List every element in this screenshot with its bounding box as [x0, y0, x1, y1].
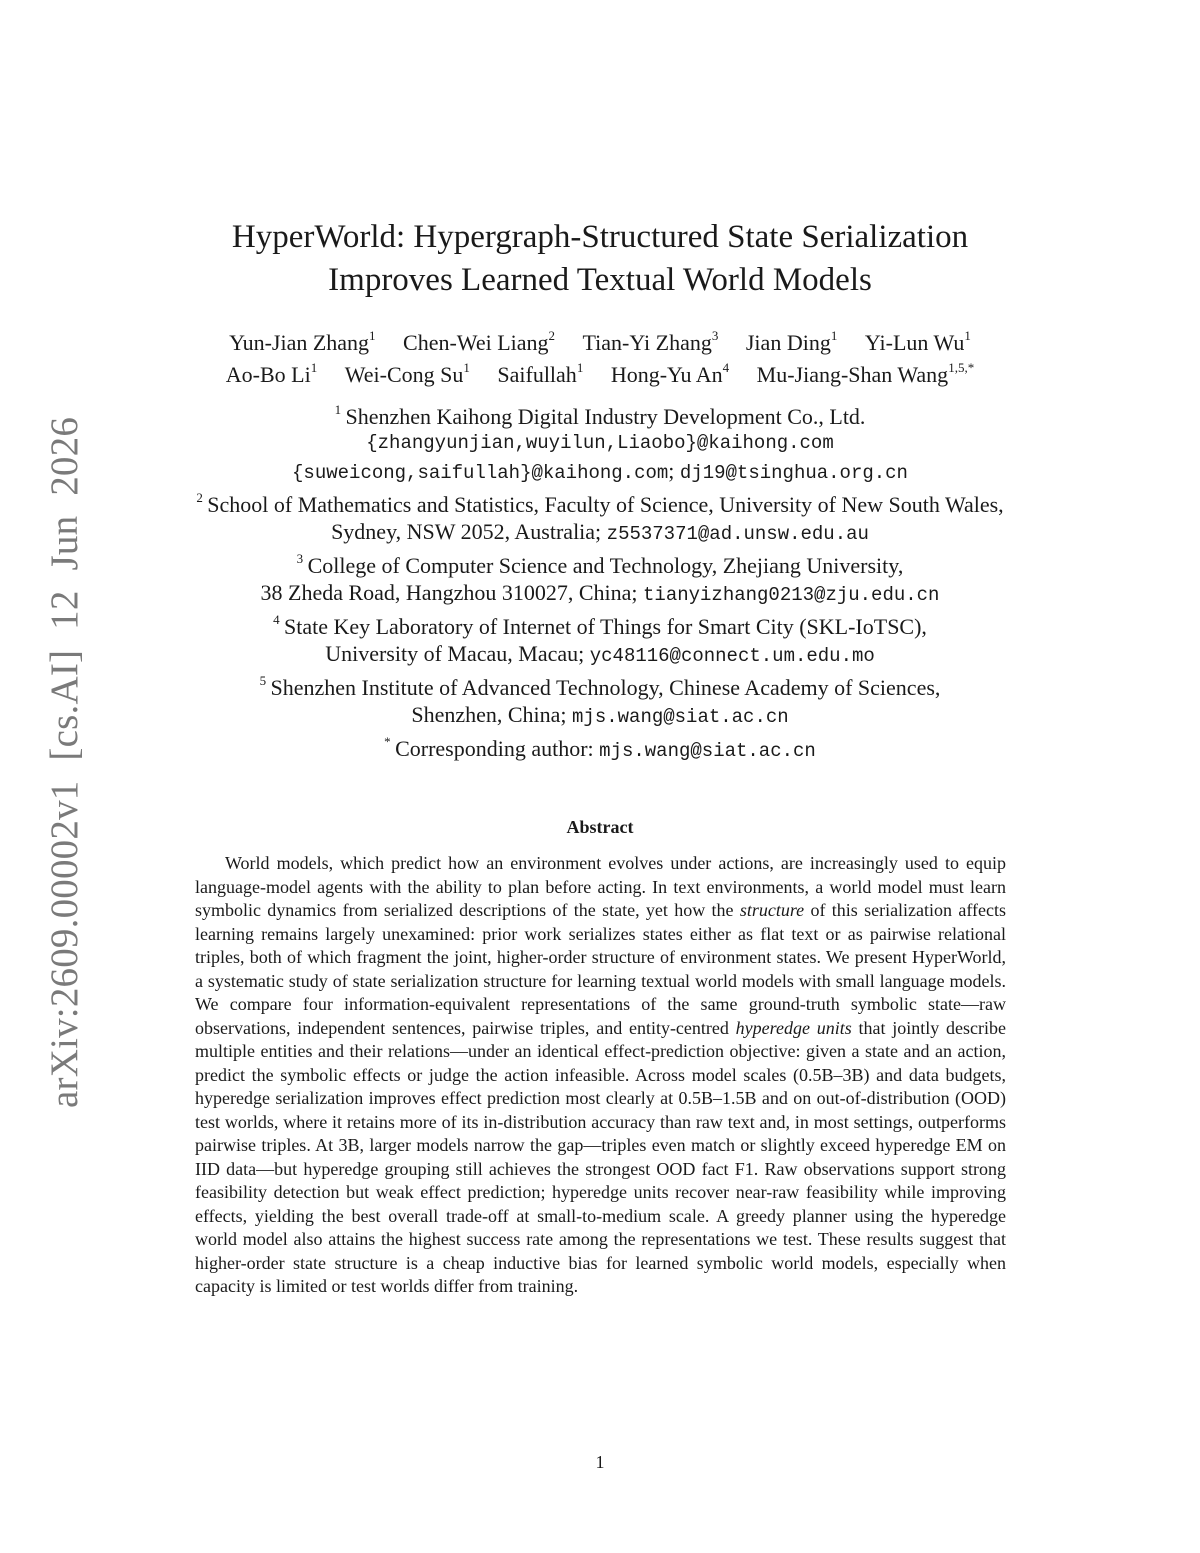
affiliation-3: $^3$ College of Computer Science and Technology, Zhejiang University, 38 Zheda Road, Hangzhou 310027, China; tianyizhang0213@zju.edu.cn	[260, 550, 940, 606]
paper-title	[0, 216, 1200, 302]
abstract-body: World models, which predict how an environment evolves under actions, are increasingly used to equip language-model agents with the ability to plan before acting. In text environments, a world model must learn symbolic dynamics from serialized descriptions of the state, yet how the structure of this serialization affects learning remains largely unexamined: prior work serializes states either as flat text or as pairwise relational triples, both of which fragment the joint, higher-order structure of environment states. We present HyperWorld, a systematic study of state serialization structure for learning textual world models with small language models. We compare four information-equivalent representations of the same ground-truth symbolic state—raw observations, independent sentences, pairwise triples, and entity-centred hyperedge units that jointly describe multiple entities and their relations—under an identical effect-prediction objective: given a state and an action, predict the symbolic effects or judge the action infeasible. Across model scales (0.5B–3B) and data budgets, hyperedge serialization improves effect prediction most clearly at 0.5B–1.5B and on out-of-distribution (OOD) test worlds, where it retains more of its in-distribution accuracy than raw text and, in most settings, outperforms pairwise triples. At 3B, larger models narrow the gap—triples even match or slightly exceed hyperedge EM on IID data—but hyperedge grouping still achieves the strongest OOD fact F1. Raw observations support strong feasibility detection but weak effect prediction; hyperedge units recover near-raw feasibility while improving effects, yielding the best overall trade-off at small-to-medium scale. A greedy planner using the hyperedge world model also attains the highest success rate among the representations we test. These results suggest that higher-order state structure is a cheap inductive bias for learned symbolic world models, especially when capacity is limited or test worlds differ from training.	[195, 853, 1006, 1296]
title-line-1: HyperWorld: Hypergraph-Structured State Serialization	[231, 219, 969, 255]
affiliation-4: $^4$ State Key Laboratory of Internet of Things for Smart City (SKL-IoTSC), University of Macau, Macau; yc48116@connect.um.edu.mo	[273, 611, 927, 667]
arxiv-identifier-stamp: arXiv:2609.00002v1 [cs.AI] 12 Jun 2026	[43, 416, 86, 1108]
author-list	[0, 327, 1200, 391]
email[interactable]: z5537371@ad.unsw.edu.au	[606, 523, 869, 545]
author: Jian Ding$^1$	[745, 327, 838, 355]
author: Saifullah$^1$	[497, 359, 584, 387]
author: Ao-Bo Li$^1$	[225, 359, 318, 387]
author: Mu-Jiang-Shan Wang$^{1,5,*}$	[756, 359, 975, 387]
email[interactable]: mjs.wang@siat.ac.cn	[572, 706, 789, 728]
author: Yun-Jian Zhang$^1$	[229, 327, 376, 355]
abstract-heading: Abstract	[566, 817, 634, 837]
author: Chen-Wei Liang$^2$	[403, 327, 556, 355]
author: Yi-Lun Wu$^1$	[864, 327, 971, 355]
email[interactable]: dj19@tsinghua.org.cn	[679, 462, 908, 484]
author: Hong-Yu An$^4$	[610, 359, 730, 387]
affiliation-2: $^2$ School of Mathematics and Statistics, Faculty of Science, University of New South Wales, Sydney, NSW 2052, Australia; z5537371@ad.unsw.edu.au	[196, 489, 1004, 545]
author: Tian-Yi Zhang$^3$	[582, 327, 719, 355]
affiliation-1: $^1$ Shenzhen Kaihong Digital Industry Development Co., Ltd. {zhangyunjian,wuyilun,Liaobo}@kaihong.com {suweicong,saifullah}@kaihong.com; dj19@tsinghua.org.cn	[0, 403, 1200, 487]
email[interactable]: mjs.wang@siat.ac.cn	[599, 740, 816, 762]
email-list[interactable]: {suweicong,saifullah}@kaihong.com	[292, 462, 669, 484]
title-line-2: Improves Learned Textual World Models	[328, 262, 872, 298]
author-row-2	[0, 359, 1200, 391]
email-list[interactable]: {zhangyunjian,wuyilun,Liaobo}@kaihong.com	[366, 432, 834, 454]
corresponding-author-note: * Corresponding author: mjs.wang@siat.ac.cn	[384, 733, 816, 762]
affiliation-5: $^5$ Shenzhen Institute of Advanced Technology, Chinese Academy of Sciences, Shenzhen, China; mjs.wang@siat.ac.cn	[259, 672, 941, 728]
email[interactable]: yc48116@connect.um.edu.mo	[589, 645, 875, 667]
author-row-1	[0, 327, 1200, 359]
author: Wei-Cong Su$^1$	[344, 359, 470, 387]
email[interactable]: tianyizhang0213@zju.edu.cn	[643, 584, 940, 606]
page-number: 1	[595, 1452, 605, 1472]
